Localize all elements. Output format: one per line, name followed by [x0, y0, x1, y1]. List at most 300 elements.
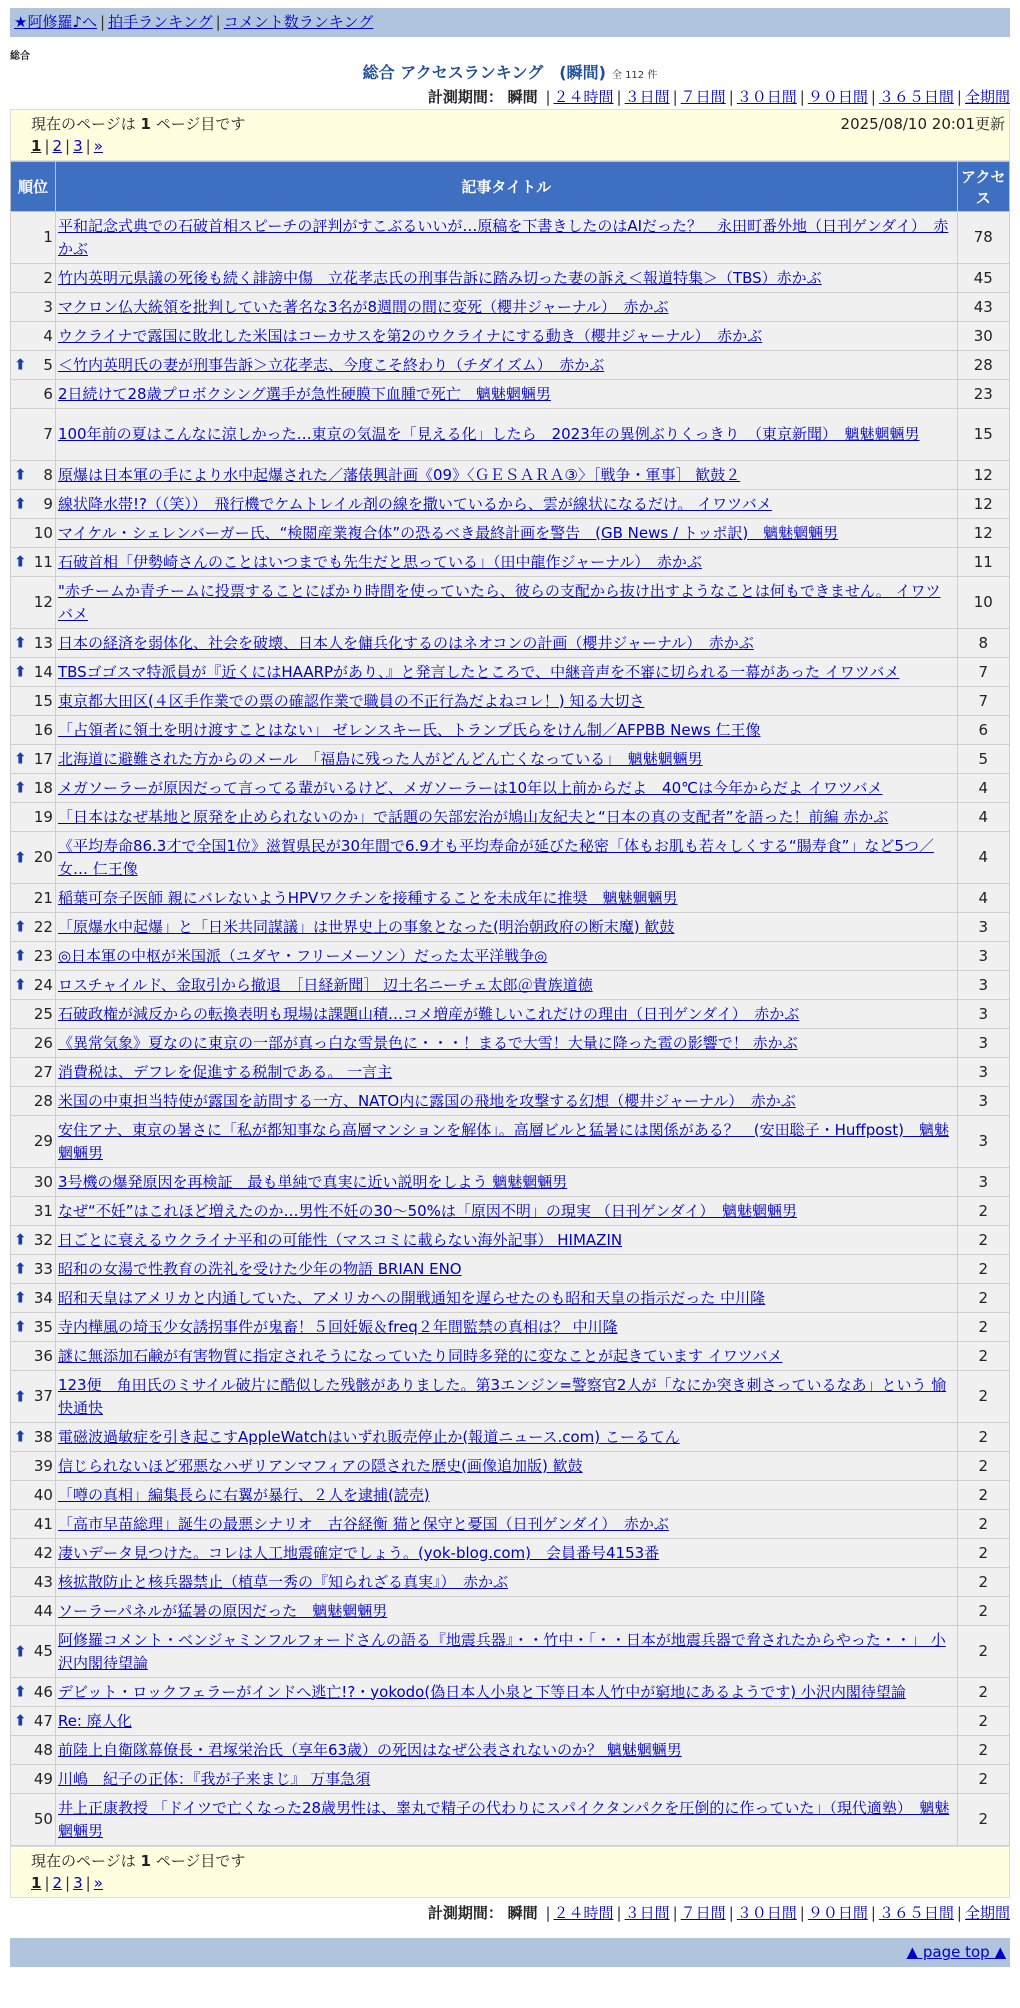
access-count: 2: [957, 1342, 1009, 1371]
rank-number: 1: [43, 228, 53, 246]
current-page-text-bottom: 現在のページは 1 ページ目です: [31, 1852, 246, 1870]
period-separator: |: [870, 1904, 876, 1922]
rank-number: 37: [33, 1387, 53, 1405]
period-link[interactable]: ３６５日間: [878, 88, 954, 106]
page-links-bottom: [31, 1872, 1005, 1894]
rank-cell: [11, 1168, 56, 1197]
table-row: [11, 490, 1010, 519]
period-link[interactable]: 全期間: [964, 88, 1010, 106]
article-title-link[interactable]: 石破政権が減反からの転換表明も現場は課題山積…コメ増産が難しいこれだけの理由（日刊ゲンダイ） 赤かぶ: [57, 1004, 800, 1023]
rank-number: 30: [33, 1172, 53, 1191]
access-count: 12: [957, 490, 1009, 519]
article-title-link[interactable]: 核拡散防止と核兵器禁止（植草一秀の『知られざる真実』） 赤かぶ: [57, 1572, 508, 1591]
article-title-link[interactable]: 昭和の女湯で性教育の洗礼を受けた少年の物語 BRIAN ENO: [57, 1259, 462, 1278]
total-count: 全 112 件: [611, 70, 658, 81]
period-links: [542, 1904, 1010, 1922]
article-title-link[interactable]: 前陸上自衛隊幕僚長・君塚栄治氏（享年63歳）の死因はなぜ公表されないのか？ 魑魅魍魎男: [57, 1740, 682, 1759]
article-title-link[interactable]: 3号機の爆発原因を再検証 最も単純で真実に近い説明をしよう 魑魅魍魎男: [57, 1172, 568, 1191]
access-count: 2: [957, 1539, 1009, 1568]
table-row: [11, 1678, 1010, 1707]
access-count: 3: [957, 1000, 1009, 1029]
rank-number: 35: [33, 1317, 53, 1336]
title-cell: [55, 1423, 957, 1452]
rank-cell: [11, 1342, 56, 1371]
table-row: [11, 1423, 1010, 1452]
next-page-link[interactable]: »: [93, 1874, 103, 1892]
page-links: [31, 135, 1005, 157]
site-home-link[interactable]: ★阿修羅♪へ: [14, 13, 98, 31]
table-row: [11, 1255, 1010, 1284]
rank-up-arrow-icon: ⬆: [14, 1642, 27, 1660]
article-title-link[interactable]: 消費税は、デフレを促進する税制である。 一言主: [57, 1062, 393, 1081]
rank-cell: [11, 1000, 56, 1029]
page-separator: |: [65, 1874, 71, 1892]
access-count: 8: [957, 629, 1009, 658]
access-count: 3: [957, 913, 1009, 942]
table-row: [11, 1794, 1010, 1846]
rank-cell: [11, 884, 56, 913]
rank-cell: [11, 264, 56, 293]
table-row: [11, 351, 1010, 380]
top-nav: [10, 8, 1010, 37]
rank-cell: [11, 1029, 56, 1058]
rank-number: 2: [43, 268, 53, 287]
table-row: [11, 577, 1010, 629]
title-cell: [55, 774, 957, 803]
table-row: [11, 1707, 1010, 1736]
table-row: [11, 774, 1010, 803]
title-cell: [55, 1087, 957, 1116]
access-count: 7: [957, 658, 1009, 687]
page-link[interactable]: 2: [52, 137, 63, 155]
rank-cell: [11, 548, 56, 577]
table-row: [11, 1168, 1010, 1197]
rank-number: 19: [33, 807, 53, 826]
article-title-link[interactable]: "赤チームか青チームに投票することにばかり時間を使っていたら、彼らの支配から抜け出すようなことは何もできません。 イワツバメ: [57, 581, 941, 623]
table-row: [11, 1371, 1010, 1423]
table-row: [11, 1197, 1010, 1226]
article-title-link[interactable]: 川嶋 紀子の正体：『我が子来まじ』 万事急須: [57, 1769, 371, 1788]
period-separator: |: [956, 88, 962, 106]
article-title-link[interactable]: 安住アナ、東京の暑さに「私が都知事なら高層マンションを解体」。高層ビルと猛暑には関係がある？ (安田聡子・Huffpost) 魑魅魍魎男: [57, 1120, 949, 1162]
article-title-link[interactable]: 凄いデータ見つけた。コレは人工地震確定でしょう。(yok-blog.com) 会員番号4153番: [57, 1543, 660, 1562]
rank-cell: [11, 1707, 56, 1736]
title-cell: [55, 322, 957, 351]
rank-cell: [11, 1736, 56, 1765]
access-count: 4: [957, 803, 1009, 832]
rank-number: 3: [43, 297, 53, 316]
rank-number: 41: [33, 1514, 53, 1533]
period-separator: |: [870, 88, 876, 106]
column-header-rank: 順位: [11, 162, 56, 212]
period-current: 瞬間: [507, 88, 538, 106]
table-row: [11, 519, 1010, 548]
table-row: [11, 913, 1010, 942]
article-title-link[interactable]: 2日続けて28歳プロボクシング選手が急性硬膜下血腫で死亡 魑魅魍魎男: [57, 384, 551, 403]
rank-number: 34: [33, 1288, 53, 1307]
rank-cell: [11, 409, 56, 461]
article-title-link[interactable]: ＜竹内英明氏の妻が刑事告訴＞立花孝志、今度こそ終わり（チダイズム） 赤かぶ: [57, 355, 605, 374]
title-cell: [55, 1226, 957, 1255]
period-link[interactable]: ３６５日間: [878, 1904, 954, 1922]
updated-timestamp: 2025/08/10 20:01更新: [840, 115, 1005, 133]
rank-number: 33: [33, 1259, 53, 1278]
article-title-link[interactable]: 原爆は日本軍の手により水中起爆された／藩俵興計画《09》〈ＧＥＳＡＲＡ③〉［戦争・軍事］ 歓鼓２: [57, 465, 741, 484]
page-separator: |: [85, 1874, 91, 1892]
access-count: 2: [957, 1707, 1009, 1736]
article-title-link[interactable]: 東京都大田区(４区手作業での票の確認作業で職員の不正行為だよねコレ！) 知る大切さ: [57, 691, 645, 710]
title-cell: [55, 1197, 957, 1226]
rank-number: 42: [33, 1543, 53, 1562]
table-row: [11, 687, 1010, 716]
table-row: [11, 1029, 1010, 1058]
title-cell: [55, 1539, 957, 1568]
title-cell: [55, 212, 957, 264]
title-cell: [55, 1597, 957, 1626]
rank-up-arrow-icon: ⬆: [14, 1682, 27, 1701]
table-row: [11, 745, 1010, 774]
title-cell: [55, 293, 957, 322]
rank-cell: [11, 942, 56, 971]
rank-cell: [11, 971, 56, 1000]
access-count: 3: [957, 1168, 1009, 1197]
column-header-access: アクセス: [957, 162, 1009, 212]
rank-up-arrow-icon: ⬆: [14, 749, 27, 768]
rank-cell: [11, 629, 56, 658]
rank-number: 9: [43, 494, 53, 513]
rank-up-arrow-icon: ⬆: [14, 1288, 27, 1307]
footer-bar: [10, 1938, 1010, 1967]
title-cell: [55, 1452, 957, 1481]
rank-cell: [11, 803, 56, 832]
clap-ranking-link[interactable]: 拍手ランキング: [108, 13, 213, 31]
title-cell: [55, 519, 957, 548]
rank-number: 47: [33, 1711, 53, 1730]
rank-number: 22: [33, 917, 53, 936]
access-count: 3: [957, 1058, 1009, 1087]
period-link[interactable]: ３日間: [624, 1904, 670, 1922]
access-count: 28: [957, 351, 1009, 380]
table-row: [11, 1342, 1010, 1371]
rank-number: 10: [33, 523, 53, 542]
table-row: [11, 1087, 1010, 1116]
table-row: [11, 1452, 1010, 1481]
table-row: [11, 1284, 1010, 1313]
article-title-link[interactable]: 寺内樺風の埼玉少女誘拐事件が鬼畜！５回妊娠＆freq２年間監禁の真相は？ 中川隆: [57, 1317, 618, 1336]
article-title-link[interactable]: 稲葉可奈子医師 親にバレないようHPVワクチンを接種することを未成年に推奨 魑魅魍魎男: [57, 888, 678, 907]
rank-number: 8: [43, 465, 53, 484]
page-link[interactable]: 3: [73, 1874, 83, 1892]
rank-cell: [11, 1626, 56, 1678]
article-title-link[interactable]: 「原爆水中起爆」と「日米共同謀議」は世界史上の事象となった(明治朝政府の断末魔) 歓鼓: [57, 917, 675, 936]
article-title-link[interactable]: 井上正康教授 「ドイツで亡くなった28歳男性は、睾丸で精子の代わりにスパイクタンパクを圧倒的に作っていた」（現代適塾） 魑魅魍魎男: [57, 1798, 950, 1840]
rank-number: 16: [33, 720, 53, 739]
article-title-link[interactable]: 石破首相「伊勢崎さんのことはいつまでも先生だと思っている」（田中龍作ジャーナル） 赤かぶ: [57, 552, 702, 571]
rank-number: 45: [33, 1642, 53, 1660]
access-count: 5: [957, 745, 1009, 774]
title-cell: [55, 1678, 957, 1707]
rank-cell: [11, 1765, 56, 1794]
nav-separator: |: [100, 13, 106, 31]
page-link-current: 1: [31, 1874, 42, 1892]
rank-number: 23: [33, 946, 53, 965]
table-row: [11, 264, 1010, 293]
table-row: [11, 461, 1010, 490]
period-separator: |: [672, 1904, 678, 1922]
title-cell: [55, 1568, 957, 1597]
rank-number: 46: [33, 1682, 53, 1701]
article-title-link[interactable]: なぜ“不妊”はこれほど増えたのか…男性不妊の30～50%は「原因不明」の現実 （日刊ゲンダイ） 魑魅魍魎男: [57, 1201, 797, 1220]
article-title-link[interactable]: 米国の中東担当特使が露国を訪問する一方、NATO内に露国の飛地を攻撃する幻想（櫻井ジャーナル） 赤かぶ: [57, 1091, 796, 1110]
article-title-link[interactable]: 「占領者に領土を明け渡すことはない」 ゼレンスキー氏、トランプ氏らをけん制／AFPBB News 仁王像: [57, 720, 761, 739]
period-label: 計測期間：: [427, 1904, 503, 1922]
rank-cell: [11, 658, 56, 687]
rank-number: 6: [43, 384, 53, 403]
access-count: 3: [957, 1029, 1009, 1058]
article-title-link[interactable]: 日ごとに衰えるウクライナ平和の可能性（マスコミに載らない海外記事） HIMAZIN: [57, 1230, 623, 1249]
title-cell: [55, 1000, 957, 1029]
title-cell: [55, 803, 957, 832]
title-cell: [55, 577, 957, 629]
rank-number: 49: [33, 1769, 53, 1788]
period-link[interactable]: ２４時間: [553, 88, 614, 106]
rank-number: 12: [33, 593, 53, 611]
period-link[interactable]: ２４時間: [553, 1904, 614, 1922]
title-cell: [55, 832, 957, 884]
article-title-link[interactable]: 北海道に避難された方からのメール 「福島に残った人がどんどん亡くなっている」 魑魅魍魎男: [57, 749, 703, 768]
access-count: 2: [957, 1255, 1009, 1284]
title-cell: [55, 971, 957, 1000]
nav-separator: |: [215, 13, 221, 31]
period-separator: |: [728, 1904, 734, 1922]
article-title-link[interactable]: TBSゴゴスマ特派員が『近くにはHAARPがあり、』と発言したところで、中継音声を不審に切られる一幕があった イワツバメ: [57, 662, 900, 681]
period-link[interactable]: 全期間: [964, 1904, 1010, 1922]
period-link[interactable]: ９０日間: [807, 88, 868, 106]
title-cell: [55, 716, 957, 745]
access-count: 2: [957, 1371, 1009, 1423]
rank-number: 14: [33, 662, 53, 681]
access-count: 2: [957, 1794, 1009, 1846]
article-title-link[interactable]: 平和記念式典での石破首相スピーチの評判がすこぶるいいが…原稿を下書きしたのはAIだった？ 永田町番外地（日刊ゲンダイ） 赤かぶ: [57, 216, 949, 258]
article-title-link[interactable]: ◎日本軍の中枢が米国派（ユダヤ・フリーメーソン）だった太平洋戦争◎: [57, 946, 548, 965]
article-title-link[interactable]: 竹内英明元県議の死後も続く誹謗中傷 立花孝志氏の刑事告訴に踏み切った妻の訴え＜報道特集＞（TBS）赤かぶ: [57, 268, 822, 287]
table-row: [11, 322, 1010, 351]
rank-number: 11: [33, 552, 53, 571]
article-title-link[interactable]: 「噂の真相」編集長らに右翼が暴行、２人を逮捕(読売): [57, 1485, 430, 1504]
rank-cell: [11, 1197, 56, 1226]
access-count: 4: [957, 832, 1009, 884]
period-separator: |: [616, 1904, 622, 1922]
page-link[interactable]: 2: [52, 1874, 63, 1892]
article-title-link[interactable]: 昭和天皇はアメリカと内通していた、アメリカへの開戦通知を遅らせたのも昭和天皇の指示だった 中川隆: [57, 1288, 766, 1307]
article-title-link[interactable]: 《異常気象》夏なのに東京の一部が真っ白な雪景色に・・・！まるで大雪！大量に降った雹の影響で！ 赤かぶ: [57, 1033, 798, 1052]
article-title-link[interactable]: 信じられないほど邪悪なハザリアンマフィアの隠された歴史(画像追加版) 歓鼓: [57, 1456, 583, 1475]
comment-ranking-link[interactable]: コメント数ランキング: [223, 13, 374, 31]
period-link[interactable]: ７日間: [680, 1904, 726, 1922]
rank-cell: [11, 832, 56, 884]
next-page-link[interactable]: »: [93, 137, 103, 155]
title-cell: [55, 1342, 957, 1371]
period-separator: |: [728, 88, 734, 106]
table-row: [11, 1313, 1010, 1342]
title-cell: [55, 884, 957, 913]
rank-up-arrow-icon: ⬆: [14, 1230, 27, 1249]
article-title-link[interactable]: ロスチャイルド、金取引から撤退 ［日経新聞］ 辺土名ニーチェ太郎＠貴族道徳: [57, 975, 593, 994]
title-cell: [55, 1510, 957, 1539]
title-cell: [55, 1481, 957, 1510]
access-count: 2: [957, 1284, 1009, 1313]
period-link[interactable]: ７日間: [680, 88, 726, 106]
article-title-link[interactable]: 謎に無添加石鹸が有害物質に指定されそうになっていたり同時多発的に変なことが起きています イワツバメ: [57, 1346, 783, 1365]
rank-cell: [11, 351, 56, 380]
table-row: [11, 1481, 1010, 1510]
period-selector-bottom: [10, 1898, 1010, 1928]
period-separator: |: [545, 88, 551, 106]
column-header-title: 記事タイトル: [55, 162, 957, 212]
rank-up-arrow-icon: ⬆: [14, 1427, 27, 1446]
rank-cell: [11, 1678, 56, 1707]
rank-up-arrow-icon: ⬆: [14, 917, 27, 936]
title-cell: [55, 658, 957, 687]
rank-cell: [11, 322, 56, 351]
article-title-link[interactable]: 日本の経済を弱体化、社会を破壊、日本人を傭兵化するのはネオコンの計画（櫻井ジャーナル） 赤かぶ: [57, 633, 754, 652]
rank-number: 44: [33, 1601, 53, 1620]
article-title-link[interactable]: ウクライナで露国に敗北した米国はコーカサスを第2のウクライナにする動き（櫻井ジャーナル） 赤かぶ: [57, 326, 763, 345]
access-count: 2: [957, 1597, 1009, 1626]
table-row: [11, 212, 1010, 264]
table-row: [11, 803, 1010, 832]
rank-number: 25: [33, 1004, 53, 1023]
article-title-link[interactable]: 阿修羅コメント・ベンジャミンフルフォードさんの語る『地震兵器』・・竹中・「・・日本が地震兵器で脅されたからやった・・」 小沢内閣待望論: [57, 1630, 946, 1672]
page-top-link[interactable]: ▲ page top ▲: [906, 1943, 1006, 1961]
article-title-link[interactable]: マクロン仏大統領を批判していた著名な3名が8週間の間に変死（櫻井ジャーナル） 赤かぶ: [57, 297, 669, 316]
rank-number: 31: [33, 1201, 53, 1220]
table-row: [11, 1626, 1010, 1678]
rank-number: 4: [43, 326, 53, 345]
period-separator: |: [672, 88, 678, 106]
article-title-link[interactable]: 「高市早苗総理」誕生の最悪シナリオ 古谷経衡 猫と保守と憂国（日刊ゲンダイ） 赤かぶ: [57, 1514, 669, 1533]
rank-number: 7: [43, 425, 53, 443]
access-count: 2: [957, 1481, 1009, 1510]
table-row: [11, 1116, 1010, 1168]
article-title-link[interactable]: マイケル・シェレンバーガー氏、“検閲産業複合体”の恐るべき最終計画を警告 (GB News / トッポ訳) 魑魅魍魎男: [57, 523, 839, 542]
article-title-link[interactable]: 線状降水帯!?（（笑）） 飛行機でケムトレイル剤の線を撒いているから、雲が線状になるだけ。 イワツバメ: [57, 494, 772, 513]
rank-cell: [11, 293, 56, 322]
article-title-link[interactable]: 《平均寿命86.3才で全国1位》滋賀県民が30年間で6.9才も平均寿命が延びた秘密「体もお肌も若々しくする“腸寿食”」など5つ／女… 仁王像: [57, 836, 934, 878]
article-title-link[interactable]: 「日本はなぜ基地と原発を止められないのか」で話題の矢部宏治が鳩山友紀夫と“日本の真の支配者”を語った！前編 赤かぶ: [57, 807, 889, 826]
period-label: 計測期間：: [427, 88, 503, 106]
rank-number: 5: [43, 355, 53, 374]
rank-number: 36: [33, 1346, 53, 1365]
title-cell: [55, 548, 957, 577]
table-row: [11, 884, 1010, 913]
period-link[interactable]: ９０日間: [807, 1904, 868, 1922]
article-title-link[interactable]: Re: 廃人化: [57, 1711, 132, 1730]
rank-number: 27: [33, 1062, 53, 1081]
pager-top: [10, 109, 1010, 161]
rank-up-arrow-icon: ⬆: [14, 848, 27, 866]
access-count: 2: [957, 1452, 1009, 1481]
article-title-link[interactable]: 電磁波過敏症を引き起こすAppleWatchはいずれ販売停止か(報道ニュース.com) こーるてん: [57, 1427, 680, 1446]
article-title-link[interactable]: ソーラーパネルが猛暑の原因だった 魑魅魍魎男: [57, 1601, 388, 1620]
period-separator: |: [799, 88, 805, 106]
title-cell: [55, 490, 957, 519]
article-title-link[interactable]: メガソーラーが原因だって言ってる輩がいるけど、メガソーラーは10年以上前からだよ 40℃は今年からだよ イワツバメ: [57, 778, 883, 797]
rank-up-arrow-icon: ⬆: [14, 1317, 27, 1336]
article-title-link[interactable]: 100年前の夏はこんなに涼しかった…東京の気温を「見える化」したら 2023年の異例ぶりくっきり （東京新聞） 魑魅魍魎男: [57, 425, 920, 443]
period-separator: |: [616, 88, 622, 106]
table-row: [11, 716, 1010, 745]
page-link[interactable]: 3: [73, 137, 83, 155]
access-count: 4: [957, 884, 1009, 913]
page-separator: |: [44, 137, 50, 155]
article-title-link[interactable]: 123便 角田氏のミサイル破片に酷似した残骸がありました。第3エンジン=警察官2人が「なにか突き刺さっているなあ」という 愉快通快: [57, 1375, 947, 1417]
rank-cell: [11, 519, 56, 548]
rank-cell: [11, 1452, 56, 1481]
access-count: 11: [957, 548, 1009, 577]
access-count: 12: [957, 519, 1009, 548]
title-cell: [55, 1058, 957, 1087]
ranking-table: [10, 161, 1010, 1846]
access-count: 2: [957, 1423, 1009, 1452]
title-cell: [55, 1794, 957, 1846]
table-row: [11, 1510, 1010, 1539]
title-cell: [55, 913, 957, 942]
rank-cell: [11, 1539, 56, 1568]
rank-cell: [11, 774, 56, 803]
rank-cell: [11, 212, 56, 264]
access-count: 2: [957, 1510, 1009, 1539]
table-row: [11, 409, 1010, 461]
rank-cell: [11, 1087, 56, 1116]
title-cell: [55, 409, 957, 461]
period-separator: |: [956, 1904, 962, 1922]
title-cell: [55, 1284, 957, 1313]
rank-number: 26: [33, 1033, 53, 1052]
rank-number: 13: [33, 633, 53, 652]
rank-up-arrow-icon: ⬆: [14, 1711, 27, 1730]
rank-number: 28: [33, 1091, 53, 1110]
table-row: [11, 293, 1010, 322]
rank-cell: [11, 1058, 56, 1087]
table-row: [11, 971, 1010, 1000]
title-cell: [55, 942, 957, 971]
title-cell: [55, 745, 957, 774]
access-count: 78: [957, 212, 1009, 264]
table-row: [11, 1597, 1010, 1626]
access-count: 30: [957, 322, 1009, 351]
rank-number: 17: [33, 749, 53, 768]
rank-number: 39: [33, 1456, 53, 1475]
rank-cell: [11, 1510, 56, 1539]
access-count: 2: [957, 1226, 1009, 1255]
period-link[interactable]: ３０日間: [736, 88, 797, 106]
rank-cell: [11, 490, 56, 519]
period-link[interactable]: ３０日間: [736, 1904, 797, 1922]
access-count: 23: [957, 380, 1009, 409]
rank-cell: [11, 461, 56, 490]
rank-up-arrow-icon: ⬆: [14, 1259, 27, 1278]
rank-cell: [11, 745, 56, 774]
rank-cell: [11, 1423, 56, 1452]
title-cell: [55, 1116, 957, 1168]
current-page-text: 現在のページは 1 ページ目です: [31, 115, 246, 133]
pager-bottom: [10, 1846, 1010, 1898]
period-link[interactable]: ３日間: [624, 88, 670, 106]
article-title-link[interactable]: デビット・ロックフェラーがインドへ逃亡!?・yokodo(偽日本人小泉と下等日本人竹中が窮地にあるようです) 小沢内閣待望論: [57, 1682, 906, 1701]
rank-cell: [11, 577, 56, 629]
table-row: [11, 1568, 1010, 1597]
